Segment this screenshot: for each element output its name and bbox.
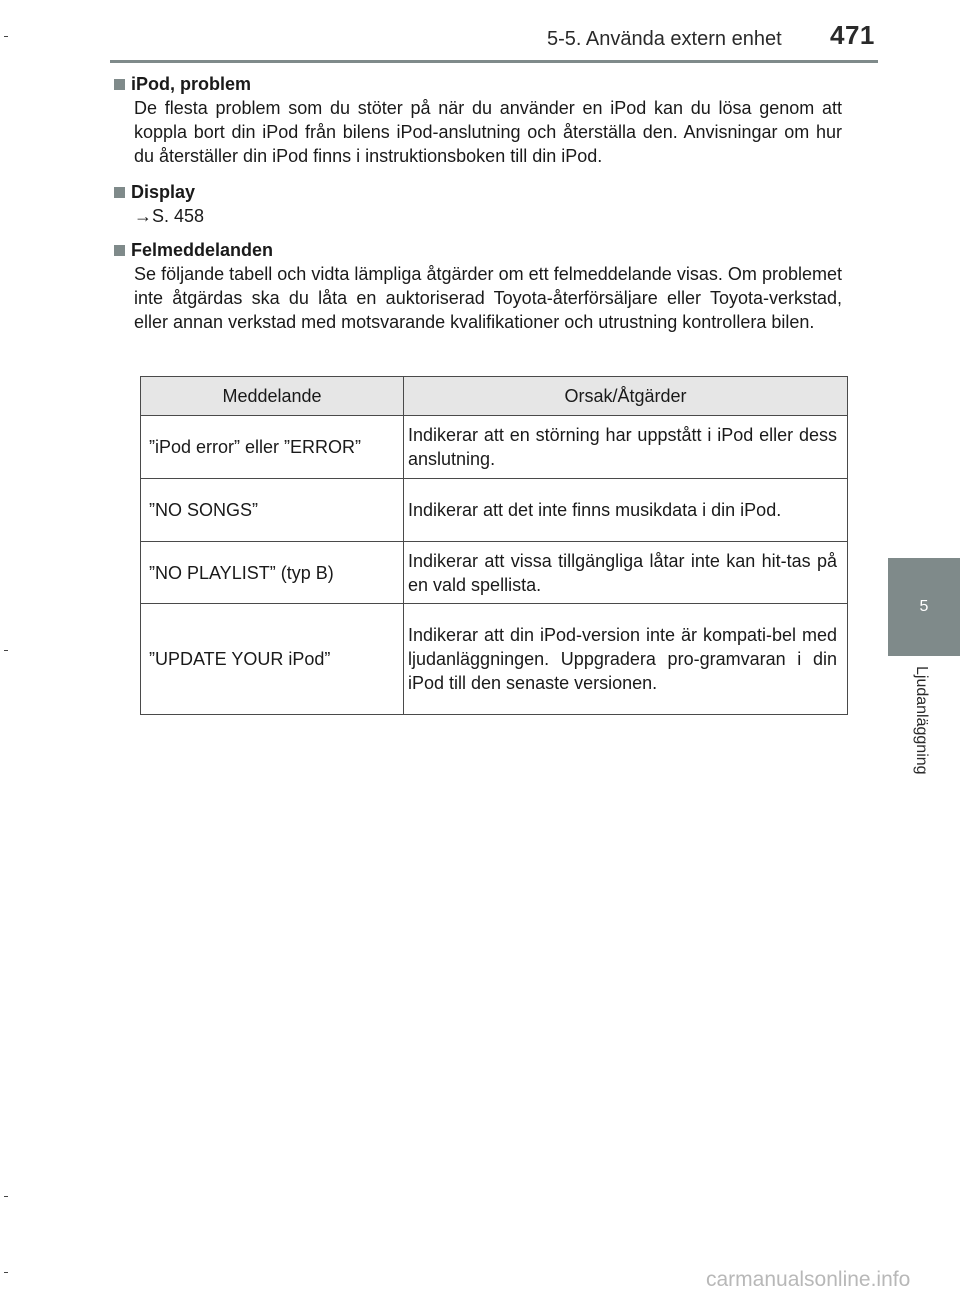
action-cell: Indikerar att det inte finns musikdata i din iPod. [404, 479, 848, 542]
section-heading-text: iPod, problem [131, 74, 252, 94]
table-row [141, 604, 848, 715]
square-bullet-icon [114, 245, 125, 256]
section-body: De flesta problem som du stöter på när du använder en iPod kan du lösa genom att koppla bort din iPod från bilens iPod-anslutning och återställa den. Anvisningar om hur du återställer din iPod finns i instruktionsboken till din iPod. [134, 98, 842, 166]
section-display [114, 180, 842, 228]
section-title: 5-5. Använda extern enhet [547, 28, 782, 50]
crop-mark [4, 36, 8, 37]
table-row [141, 479, 848, 542]
header-divider [110, 60, 878, 63]
page-reference: →S. 458 [134, 206, 205, 226]
message-cell: ”NO PLAYLIST” (typ B) [141, 542, 404, 604]
section-body: Se följande tabell och vidta lämpliga åtgärder om ett felmeddelande visas. Om problemet inte åtgärdas ska du låta en auktoriserad Toyota-återförsäljare eller Toyota-verkstad, eller annan verkstad med motsvarande kvalifikationer och utrustning kontrollera bilen. [134, 264, 842, 332]
table-header-cell: Orsak/Åtgärder [404, 377, 848, 416]
section-heading [114, 238, 842, 262]
crop-mark [4, 650, 8, 651]
section-heading [114, 72, 842, 96]
section-errors [114, 238, 842, 334]
section-heading [114, 180, 842, 204]
message-cell: ”UPDATE YOUR iPod” [141, 604, 404, 715]
section-ipod [114, 72, 842, 168]
table-header-row [141, 377, 848, 416]
message-cell: ”iPod error” eller ”ERROR” [141, 416, 404, 479]
error-message-table [140, 376, 848, 715]
square-bullet-icon [114, 187, 125, 198]
action-cell: Indikerar att vissa tillgängliga låtar inte kan hit-tas på en vald spellista. [404, 542, 848, 604]
watermark: carmanualsonline.info [706, 1268, 911, 1291]
action-cell: Indikerar att din iPod-version inte är kompati-bel med ljudanläggningen. Uppgradera pro-gramvaran i din iPod till den senaste versionen. [404, 604, 848, 715]
page-number: 471 [830, 20, 875, 50]
crop-mark [4, 1196, 8, 1197]
chapter-tab-number: 5 [888, 558, 960, 656]
table-header-cell: Meddelande [141, 377, 404, 416]
section-heading-text: Display [131, 182, 196, 202]
message-cell: ”NO SONGS” [141, 479, 404, 542]
crop-mark [4, 1272, 8, 1273]
square-bullet-icon [114, 79, 125, 90]
chapter-tab-label: Ljudanläggning [913, 666, 930, 775]
action-cell: Indikerar att en störning har uppstått i iPod eller dess anslutning. [404, 416, 848, 479]
section-heading-text: Felmeddelanden [131, 240, 274, 260]
table-row [141, 416, 848, 479]
table-row [141, 542, 848, 604]
